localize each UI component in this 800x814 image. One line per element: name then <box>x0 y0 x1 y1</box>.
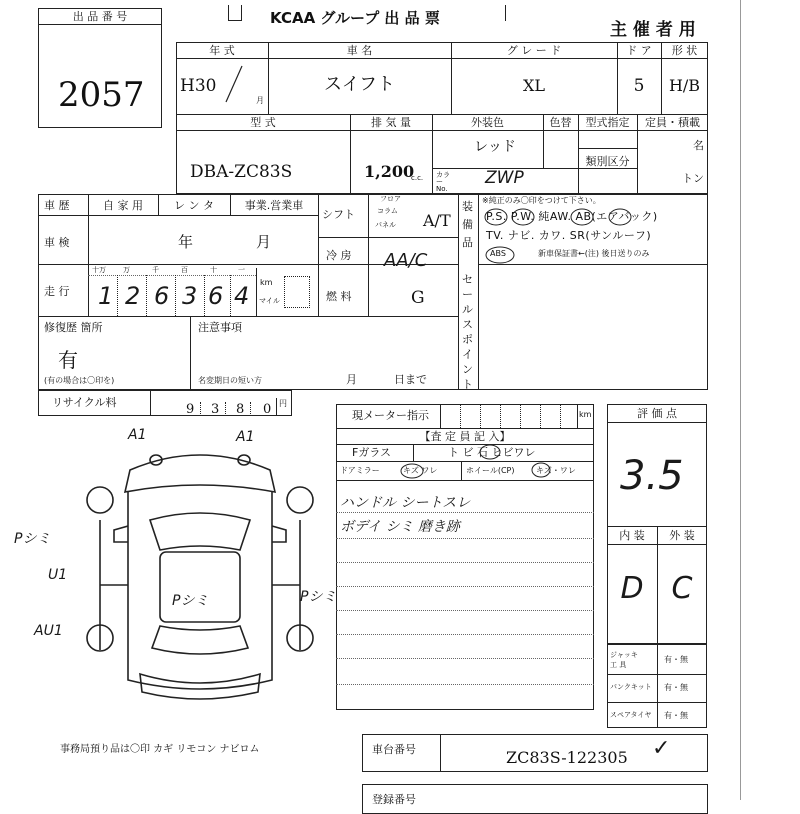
inspector-circles <box>396 444 556 482</box>
mark-right-side-stain: Pシミ <box>300 589 337 605</box>
door-value: 5 <box>633 76 645 96</box>
mileage-unit-mile: マイル <box>259 297 280 305</box>
car-name-label: 車 名 <box>346 44 373 57</box>
color-no-value: ZWP <box>485 168 524 188</box>
mileage-digit-label-3: 千 <box>152 266 159 274</box>
repaint-label: 色替 <box>549 116 572 129</box>
repair-history-note: (有の場合は〇印を) <box>44 376 115 385</box>
name-change-day: 日まで <box>394 373 427 386</box>
history-rental[interactable]: レ ン タ <box>174 199 214 212</box>
history-private[interactable]: 自 家 用 <box>103 199 143 212</box>
ac-value: AA/C <box>384 250 428 271</box>
exterior-label: 外 装 <box>669 529 695 542</box>
car-name-value: スイフト <box>323 74 396 95</box>
score-value: 3.5 <box>620 453 684 499</box>
inspection-note-2: ボデイ シミ 磨き跡 <box>340 519 460 535</box>
chassis-number-label: 車台番号 <box>372 743 416 756</box>
registration-label: 登録番号 <box>372 793 416 806</box>
model-value: DBA-ZC83S <box>190 162 293 182</box>
displacement-label: 排 気 量 <box>371 116 411 129</box>
shift-column: コラム <box>377 207 398 215</box>
equipment-circles <box>482 205 662 267</box>
shift-value: A/T <box>423 211 451 230</box>
mileage-digit-label-6: 一 <box>238 266 245 274</box>
body-type-value: H/B <box>668 76 701 95</box>
lot-number-label: 出 品 番 号 <box>72 10 128 23</box>
capacity-people-unit: 名 <box>693 139 704 152</box>
year-label: 年 式 <box>209 44 235 57</box>
recycle-digit-1: 9 <box>186 402 195 417</box>
spare-tire-label: スペアタイヤ <box>610 711 652 719</box>
mileage-unit-km: km <box>260 278 273 287</box>
inspector-entry-label: 【査 定 員 記 入】 <box>419 430 511 443</box>
exterior-color-label: 外装色 <box>471 116 504 129</box>
equipment-line-1: P.S. P.W. 純AW. AB(エアバック) <box>486 210 658 223</box>
year-value: H30 <box>180 76 217 96</box>
wheel-options: キズ・ワレ <box>536 466 576 475</box>
recycle-digit-3: 8 <box>236 402 245 417</box>
month-suffix: 月 <box>256 96 264 105</box>
year-slash <box>222 64 246 104</box>
displacement-unit: c.c. <box>411 174 424 182</box>
capacity-label: 定員・積載 <box>645 116 700 129</box>
sales-point-label: セールスポイント <box>462 273 473 391</box>
history-label: 車 歴 <box>44 199 70 212</box>
repair-history-label: 修復歴 箇所 <box>44 321 103 334</box>
grade-value: XL <box>522 76 545 95</box>
lot-number: 2057 <box>58 75 145 115</box>
mileage-digit-label-4: 百 <box>181 266 188 274</box>
door-mirror-options: キズ ワレ <box>403 466 438 475</box>
category-label: 類別区分 <box>585 155 630 168</box>
ac-label: 冷 房 <box>326 249 352 262</box>
score-label: 評 価 点 <box>637 407 677 420</box>
shift-label: シフト <box>322 208 355 221</box>
front-glass-label: Fガラス <box>352 446 391 459</box>
exterior-value: C <box>671 571 693 606</box>
mileage-digit-2: 2 <box>125 282 141 310</box>
page-edge-line <box>740 0 741 800</box>
chassis-check: ✓ <box>652 736 671 761</box>
diagram-footer: 事務局預り品は〇印 カギ リモコン ナビロム <box>60 744 260 755</box>
door-mirror-label: ドアミラー <box>340 466 380 475</box>
front-glass-options: ト ビ 石 ヒビワレ <box>448 446 536 459</box>
repair-history-value: 有 <box>58 348 78 372</box>
equipment-line-3: 新車保証書←(注) 後日送りのみ <box>538 249 650 258</box>
inspection-year: 年 <box>178 233 194 251</box>
spare-tire-option[interactable]: 有・無 <box>664 711 688 720</box>
equipment-line-2: TV. ナビ. カワ. SR(サンルーフ) <box>486 229 652 242</box>
mileage-digit-1: 1 <box>98 282 114 310</box>
equipment-abs: ABS <box>490 249 506 258</box>
mark-u1: U1 <box>48 567 68 583</box>
displacement-value: 1,200 <box>364 162 415 181</box>
jack-label: ジャッキ 工 具 <box>610 651 638 669</box>
corner-mark-left <box>228 5 242 21</box>
inspection-month: 月 <box>256 233 272 251</box>
color-no-label: カラー No. <box>436 171 450 193</box>
grade-label: グ レ ー ド <box>506 44 562 57</box>
body-type-label: 形 状 <box>671 44 698 57</box>
meter-label: 現メーター指示 <box>352 409 429 422</box>
mileage-digit-3: 6 <box>154 282 170 310</box>
interior-label: 内 装 <box>619 529 645 542</box>
remarks-label: 注意事項 <box>198 321 242 334</box>
recycle-fee-label: リサイクル料 <box>52 396 117 409</box>
mileage-digit-5: 6 <box>208 282 224 310</box>
organizer-label: 主 催 者 用 <box>610 20 696 40</box>
inspection-note-1: ハンドル シートスレ <box>340 495 471 511</box>
mileage-digit-6: 4 <box>234 282 250 310</box>
car-diagram <box>80 427 320 710</box>
history-commercial[interactable]: 事業.営業車 <box>244 199 304 212</box>
corner-mark-right <box>505 5 506 21</box>
fuel-label: 燃 料 <box>326 290 352 303</box>
wheel-label: ホイール(CP) <box>466 466 515 475</box>
mark-left-side-stain: Pシミ <box>14 531 51 547</box>
recycle-digit-4: 0 <box>263 402 272 417</box>
capacity-ton-unit: トン <box>682 172 704 185</box>
shift-floor: フロア <box>380 195 401 203</box>
equipment-note: ※純正のみ〇印をつけて下さい。 <box>482 196 601 205</box>
type-designation-label: 型式指定 <box>585 116 630 129</box>
meter-unit: km <box>579 410 592 419</box>
fuel-value: G <box>411 288 425 308</box>
mileage-label: 走 行 <box>44 285 70 298</box>
mileage-digit-label-5: 十 <box>210 266 217 274</box>
group-title: KCAA グループ 出 品 票 <box>270 9 440 27</box>
mark-roof-stain: Pシミ <box>172 593 209 609</box>
mileage-digit-label-2: 万 <box>123 266 130 274</box>
shift-panel: パネル <box>375 221 396 229</box>
puncture-kit-label: パンクキット <box>610 683 652 691</box>
interior-value: D <box>620 571 644 606</box>
mark-au1: AU1 <box>34 623 63 639</box>
puncture-kit-option[interactable]: 有・無 <box>664 683 688 692</box>
mark-a1-left: A1 <box>128 427 147 443</box>
mileage-digit-4: 3 <box>182 282 198 310</box>
name-change-month: 月 <box>346 373 357 386</box>
jack-option[interactable]: 有・無 <box>664 655 688 664</box>
mark-a1-right: A1 <box>236 429 255 445</box>
recycle-unit: 円 <box>279 399 287 408</box>
mile-checkbox[interactable] <box>284 276 310 308</box>
door-label: ド ア <box>626 44 652 57</box>
name-change-expiry-label: 名変期日の短い方 <box>198 376 262 385</box>
inspection-label: 車 検 <box>44 236 70 249</box>
chassis-number-value: ZC83S-122305 <box>506 748 628 767</box>
mileage-digit-label-1: 十万 <box>92 266 106 274</box>
model-label: 型 式 <box>250 116 276 129</box>
exterior-color-value: レッド <box>474 139 516 155</box>
equipment-label: 装備品 <box>462 200 473 249</box>
recycle-digit-2: 3 <box>211 402 220 417</box>
